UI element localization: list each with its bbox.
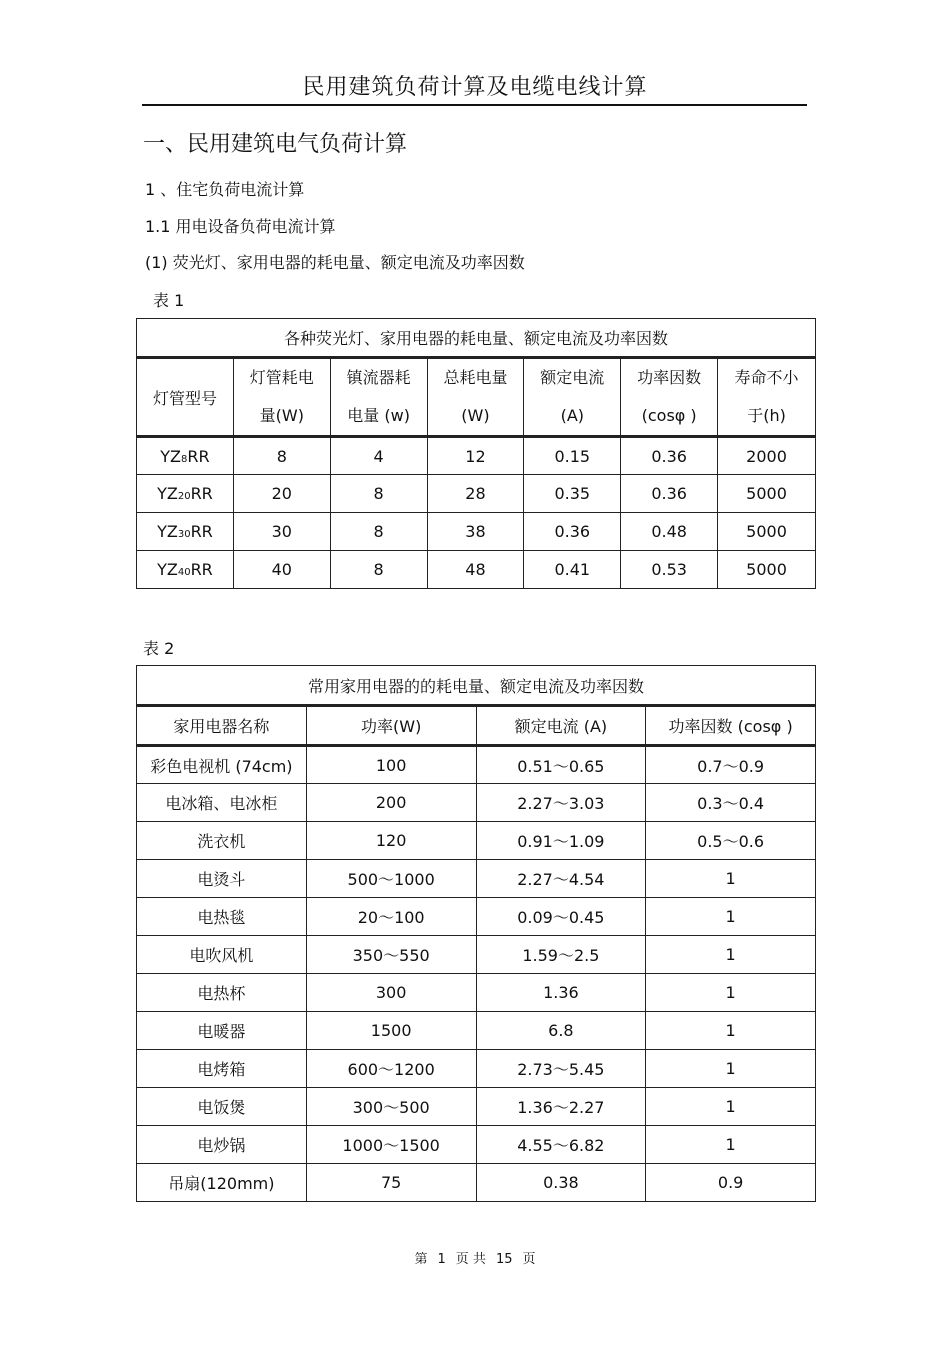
- table1-cell: 40: [233, 551, 330, 589]
- table2-row: [137, 822, 816, 860]
- table2-cell: 1.36: [476, 974, 646, 1012]
- table2-cell-appliance: 电暖器: [137, 1012, 307, 1050]
- page-footer: [0, 1248, 950, 1267]
- table1: [136, 318, 816, 589]
- table2-cell: 1: [646, 936, 816, 974]
- table2-row: [137, 784, 816, 822]
- table2-cell: 0.09～0.45: [476, 898, 646, 936]
- table1-header-cell: 镇流器耗 电量 (w): [330, 358, 427, 437]
- table1-header-cell: 灯管耗电 量(W): [233, 358, 330, 437]
- table2-cell: 1.59～2.5: [476, 936, 646, 974]
- table1-row: [137, 513, 816, 551]
- subheading-1: 1 、住宅负荷电流计算: [145, 180, 305, 199]
- table1-header-cell: 功率因数 (cosφ ): [621, 358, 718, 437]
- table2-cell-appliance: 电热杯: [137, 974, 307, 1012]
- table1-cell-model: YZ8RR: [137, 437, 234, 475]
- table1-cell: 8: [233, 437, 330, 475]
- table2-cell-appliance: 彩色电视机 (74cm): [137, 746, 307, 784]
- table1-row: [137, 551, 816, 589]
- table2-cell: 300～500: [306, 1088, 476, 1126]
- table2-cell: 0.51～0.65: [476, 746, 646, 784]
- footer-page-number: 1: [437, 1252, 446, 1267]
- table2-cell: 500～1000: [306, 860, 476, 898]
- table1-cell-model: YZ20RR: [137, 475, 234, 513]
- table2-cell: 1: [646, 974, 816, 1012]
- table2-cell: 200: [306, 784, 476, 822]
- table2-cell: 300: [306, 974, 476, 1012]
- table2-cell-appliance: 电炒锅: [137, 1126, 307, 1164]
- table1-cell: 5000: [718, 551, 816, 589]
- table2-cell: 0.9: [646, 1164, 816, 1202]
- table2-cell: 2.73～5.45: [476, 1050, 646, 1088]
- table2-cell: 100: [306, 746, 476, 784]
- table1-header-cell: 灯管型号: [137, 358, 234, 437]
- table1-cell: 0.36: [524, 513, 621, 551]
- footer-prefix: 第: [414, 1252, 428, 1267]
- table2-cell: 4.55～6.82: [476, 1126, 646, 1164]
- table2-cell-appliance: 洗衣机: [137, 822, 307, 860]
- table1-header-cell: 额定电流 (A): [524, 358, 621, 437]
- footer-total-pages: 15: [495, 1252, 513, 1267]
- table2-cell: 1: [646, 898, 816, 936]
- table1-header-row: [137, 358, 816, 437]
- table1-cell: 0.48: [621, 513, 718, 551]
- section-heading: 一、民用建筑电气负荷计算: [143, 132, 408, 157]
- table2-cell-appliance: 吊扇(120mm): [137, 1164, 307, 1202]
- table2-cell: 1000～1500: [306, 1126, 476, 1164]
- table2-row: [137, 1012, 816, 1050]
- table2-row: [137, 1088, 816, 1126]
- table2-cell-appliance: 电饭煲: [137, 1088, 307, 1126]
- table2-header-row: [137, 706, 816, 746]
- table2-cell: 6.8: [476, 1012, 646, 1050]
- table1-cell: 12: [427, 437, 524, 475]
- table2-cell: 120: [306, 822, 476, 860]
- table2-cell: 20～100: [306, 898, 476, 936]
- table2-header-cell: 额定电流 (A): [476, 706, 646, 746]
- subheading-item-1: (1) 荧光灯、家用电器的耗电量、额定电流及功率因数: [145, 253, 525, 272]
- table1-caption: 表 1: [153, 291, 185, 310]
- table2-cell-appliance: 电烤箱: [137, 1050, 307, 1088]
- table2-row: [137, 1050, 816, 1088]
- table2-cell: 1: [646, 860, 816, 898]
- table2-cell-appliance: 电冰箱、电冰柜: [137, 784, 307, 822]
- table1-cell: 8: [330, 551, 427, 589]
- table1-cell-model: YZ30RR: [137, 513, 234, 551]
- table2-cell-appliance: 电吹风机: [137, 936, 307, 974]
- table2-row: [137, 936, 816, 974]
- header-rule: [142, 104, 807, 106]
- table2-header-cell: 功率(W): [306, 706, 476, 746]
- table1-cell: 0.15: [524, 437, 621, 475]
- table1-title: 各种荧光灯、家用电器的耗电量、额定电流及功率因数: [137, 319, 816, 358]
- table1-header-cell: 总耗电量 (W): [427, 358, 524, 437]
- table1-header-cell: 寿命不小 于(h): [718, 358, 816, 437]
- table2-cell: 1500: [306, 1012, 476, 1050]
- table1-cell: 38: [427, 513, 524, 551]
- table2-cell: 350～550: [306, 936, 476, 974]
- table1-cell: 0.36: [621, 475, 718, 513]
- table1-cell: 0.35: [524, 475, 621, 513]
- table2-title: 常用家用电器的的耗电量、额定电流及功率因数: [137, 666, 816, 706]
- table2-cell: 1: [646, 1088, 816, 1126]
- footer-mid: 页 共: [455, 1252, 486, 1267]
- table1-row: [137, 475, 816, 513]
- table1-cell: 20: [233, 475, 330, 513]
- table1-cell: 0.53: [621, 551, 718, 589]
- table2-caption: 表 2: [143, 639, 175, 658]
- document-header-title: 民用建筑负荷计算及电缆电线计算: [302, 75, 648, 100]
- subheading-1-1: 1.1 用电设备负荷电流计算: [145, 217, 336, 236]
- table1-cell: 0.41: [524, 551, 621, 589]
- table2-cell: 0.7～0.9: [646, 746, 816, 784]
- table2-cell: 0.91～1.09: [476, 822, 646, 860]
- table2-row: [137, 746, 816, 784]
- table2-cell: 1: [646, 1012, 816, 1050]
- table1-cell: 28: [427, 475, 524, 513]
- table2-cell-appliance: 电烫斗: [137, 860, 307, 898]
- table1-cell: 5000: [718, 475, 816, 513]
- table2-row: [137, 974, 816, 1012]
- table2-cell-appliance: 电热毯: [137, 898, 307, 936]
- table2-row: [137, 860, 816, 898]
- table1-cell: 2000: [718, 437, 816, 475]
- table2-cell: 1.36～2.27: [476, 1088, 646, 1126]
- table2-cell: 1: [646, 1126, 816, 1164]
- table2-row: [137, 898, 816, 936]
- table1-row: [137, 437, 816, 475]
- table2-cell: 2.27～3.03: [476, 784, 646, 822]
- table2-cell: 0.38: [476, 1164, 646, 1202]
- table2-cell: 0.5～0.6: [646, 822, 816, 860]
- table1-cell: 48: [427, 551, 524, 589]
- table1-cell: 8: [330, 475, 427, 513]
- table2-row: [137, 1126, 816, 1164]
- table2-header-cell: 功率因数 (cosφ ): [646, 706, 816, 746]
- table1-cell: 30: [233, 513, 330, 551]
- table2: [136, 665, 816, 1202]
- table2-cell: 2.27～4.54: [476, 860, 646, 898]
- table2-row: [137, 1164, 816, 1202]
- table2-cell: 75: [306, 1164, 476, 1202]
- table1-cell: 0.36: [621, 437, 718, 475]
- table2-cell: 1: [646, 1050, 816, 1088]
- table2-cell: 600～1200: [306, 1050, 476, 1088]
- table1-cell-model: YZ40RR: [137, 551, 234, 589]
- table1-cell: 8: [330, 513, 427, 551]
- table2-header-cell: 家用电器名称: [137, 706, 307, 746]
- table1-cell: 4: [330, 437, 427, 475]
- table1-cell: 5000: [718, 513, 816, 551]
- table2-cell: 0.3～0.4: [646, 784, 816, 822]
- footer-suffix: 页: [522, 1252, 536, 1267]
